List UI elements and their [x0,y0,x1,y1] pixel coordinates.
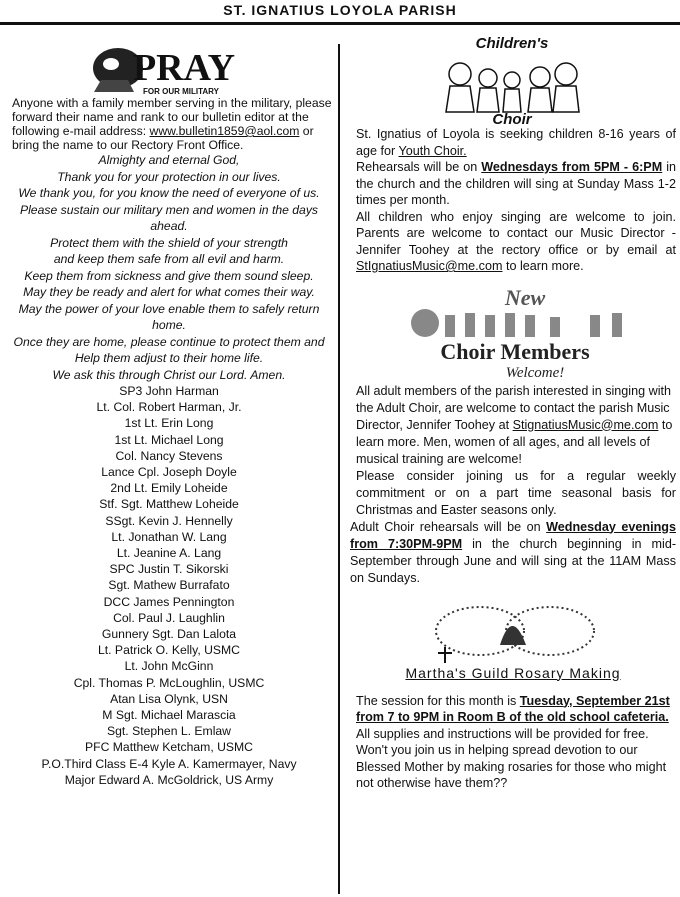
new-choir-members-graphic [350,283,676,383]
childrens-choir-graphic [350,32,676,126]
rosary-p1 [356,693,676,726]
list-item: SPC Justin T. Sikorski [109,562,229,577]
rehearsal-time: Wednesdays from 5PM - 6:PM [481,160,663,174]
new-choir-members-logo [350,283,676,383]
pray-logo [6,40,332,96]
text-span: Adult Choir rehearsals will be on [350,519,547,534]
singing-children-icon [446,63,579,112]
list-item: Lance Cpl. Joseph Doyle [101,465,237,480]
prayer-line: May the power of your love enable them to safely return home. [18,301,320,332]
intro-text: Anyone with a family member serving in the military, please forward their name and rank to our bulletin editor at the following e-mail address: [12,96,332,138]
adult-choir-p1 [356,383,676,468]
music-email-link[interactable]: StIgnatiusMusic@me.com [356,259,503,273]
prayer-line: and keep them safe from all evil and harm. [53,252,285,266]
text-span: Rehearsals will be on [356,160,482,174]
list-item: Lt. Col. Robert Harman, Jr. [96,400,242,415]
column-divider [338,44,340,894]
list-item: SSgt. Kevin J. Hennelly [105,513,233,528]
text-span: The session for this month is [356,693,520,708]
rosary-session-details: Tuesday, September 21st from 7 to 9PM in Room B of the old school cafeteria. [356,693,670,725]
cross-icon [438,647,452,663]
prayer-line: We ask this through Christ our Lord. Amen. [52,367,286,382]
prayer-line: Please sustain our military men and women in the days ahead. [19,202,319,233]
text-span: in the church beginning in mid- September through June and will sing at the 11AM Mass on Sundays. [350,536,677,585]
list-item: Gunnery Sgt. Dan Lalota [101,627,237,642]
adult-choir-p2: Please consider joining us for a regular weekly commitment or on a part time seasonal basis for Christmas and Easter seasons only. [356,468,676,517]
list-item: SP3 John Harman [119,384,219,398]
text-span: to learn more. Men, women of all ages, and all levels of musical training are welcome! [356,417,673,466]
choir-column [350,32,676,792]
prayer-line: Once they are home, please continue to protect them and [13,334,325,349]
text-span: All adult members of the parish interested in singing with the Adult Choir, are welcome to contact the parish Music Director, Jennifer Toohey at [356,383,672,432]
list-item: Sgt. Mathew Burrafato [108,578,230,593]
list-item: DCC James Pennington [103,594,235,609]
list-item: 2nd Lt. Emily Loheide [110,481,228,496]
rosary-logo [350,601,676,665]
childrens-logo-line2: Choir [492,111,532,126]
prayer-line: May they be ready and alert for what comes their way. [23,285,315,299]
text-span: to learn more. [502,259,584,273]
list-item: Sgt. Stephen L. Emlaw [107,724,231,739]
logo-welcome: Welcome! [505,364,565,381]
childrens-choir-text [350,126,676,275]
list-item: Stf. Sgt. Matthew Loheide [99,497,239,512]
list-item: Lt. Jonathan W. Lang [111,529,227,544]
logo-choir-members: Choir Members [440,338,590,364]
rosary-text [350,693,676,793]
adult-rehearsal-day: Wednesday evenings [546,519,676,534]
intro-text-end: or bring the name to our Rectory Front Office. [12,124,314,152]
pray-logo-graphic [6,40,332,96]
pray-word: PRAY [132,47,236,89]
prayer-line: Keep them from sickness and give them sound sleep. [24,268,314,283]
bulletin-email-link[interactable]: www.bulletin1859@aol.com [149,124,300,138]
logo-new: New [504,284,546,310]
rosary-p2: All supplies and instructions will be provided for free. Won't you join us in helping spread devotion to our Blessed Mother by making rosaries for those who might not otherwise have them?? [356,726,667,791]
childrens-choir-logo [350,32,676,126]
text-span: All children who enjoy singing are welcome to join. Parents are welcome to contact our Music Director - Jennifer Toohey at the rectory office or by email at [356,209,676,257]
youth-choir-link[interactable]: Youth Choir. [398,143,467,158]
list-item: 1st Lt. Erin Long [124,416,214,431]
rosary-graphic [350,601,676,665]
list-item: M Sgt. Michael Marascia [102,708,236,723]
adult-choir-text [350,383,676,587]
rosary-guild-title: Martha's Guild Rosary Making [405,664,621,681]
text-span: St. Ignatius of Loyola is seeking children 8-16 years of age for [356,127,676,158]
list-item: Lt. Jeanine A. Lang [116,546,222,561]
list-item: P.O.Third Class E-4 Kyle A. Kamermayer, Navy [41,756,297,771]
page-header [0,0,680,25]
childrens-choir-p3 [356,209,676,275]
list-item: Major Edward A. McGoldrick, US Army [64,772,274,787]
list-item: Cpl. Thomas P. McLoughlin, USMC [73,675,265,690]
list-item: PFC Matthew Ketcham, USMC [85,740,253,755]
childrens-logo-line1: Children's [475,35,549,52]
military-intro [6,96,332,152]
adult-music-email-link[interactable]: StignatiusMusic@me.com [512,417,659,432]
military-column [6,40,332,788]
childrens-choir-p2 [356,159,676,209]
parish-title: ST. IGNATIUS LOYOLA PARISH [223,2,457,18]
list-item: Lt. John McGinn [124,659,214,674]
list-item: Col. Paul J. Laughlin [113,610,225,625]
adult-rehearsal-time: from 7:30PM-9PM [350,536,463,551]
prayer-line: Thank you for your protection in our lives. [57,169,281,184]
list-item: Atan Lisa Olynk, USN [110,691,228,706]
military-prayer [6,152,332,383]
list-item: Col. Nancy Stevens [115,448,223,463]
mary-figure-icon [500,626,526,645]
prayer-line: Almighty and eternal God, [98,153,240,167]
list-item: Lt. Patrick O. Kelly, USMC [98,643,240,658]
music-staff-icon [411,309,622,337]
prayer-line: Protect them with the shield of your strength [50,235,288,250]
pray-tagline: FOR OUR MILITARY [143,87,219,96]
adult-choir-p3 [350,519,676,587]
prayer-line: We thank you, for you know the need of everyone of us. [18,186,320,200]
military-names-list [6,383,332,788]
text-span: in the church and the children will sing at Sunday Mass 1-2 times per month. [356,160,676,207]
prayer-line: Help them adjust to their home life. [74,351,264,365]
list-item: 1st Lt. Michael Long [114,432,224,447]
childrens-choir-p1 [356,126,676,159]
